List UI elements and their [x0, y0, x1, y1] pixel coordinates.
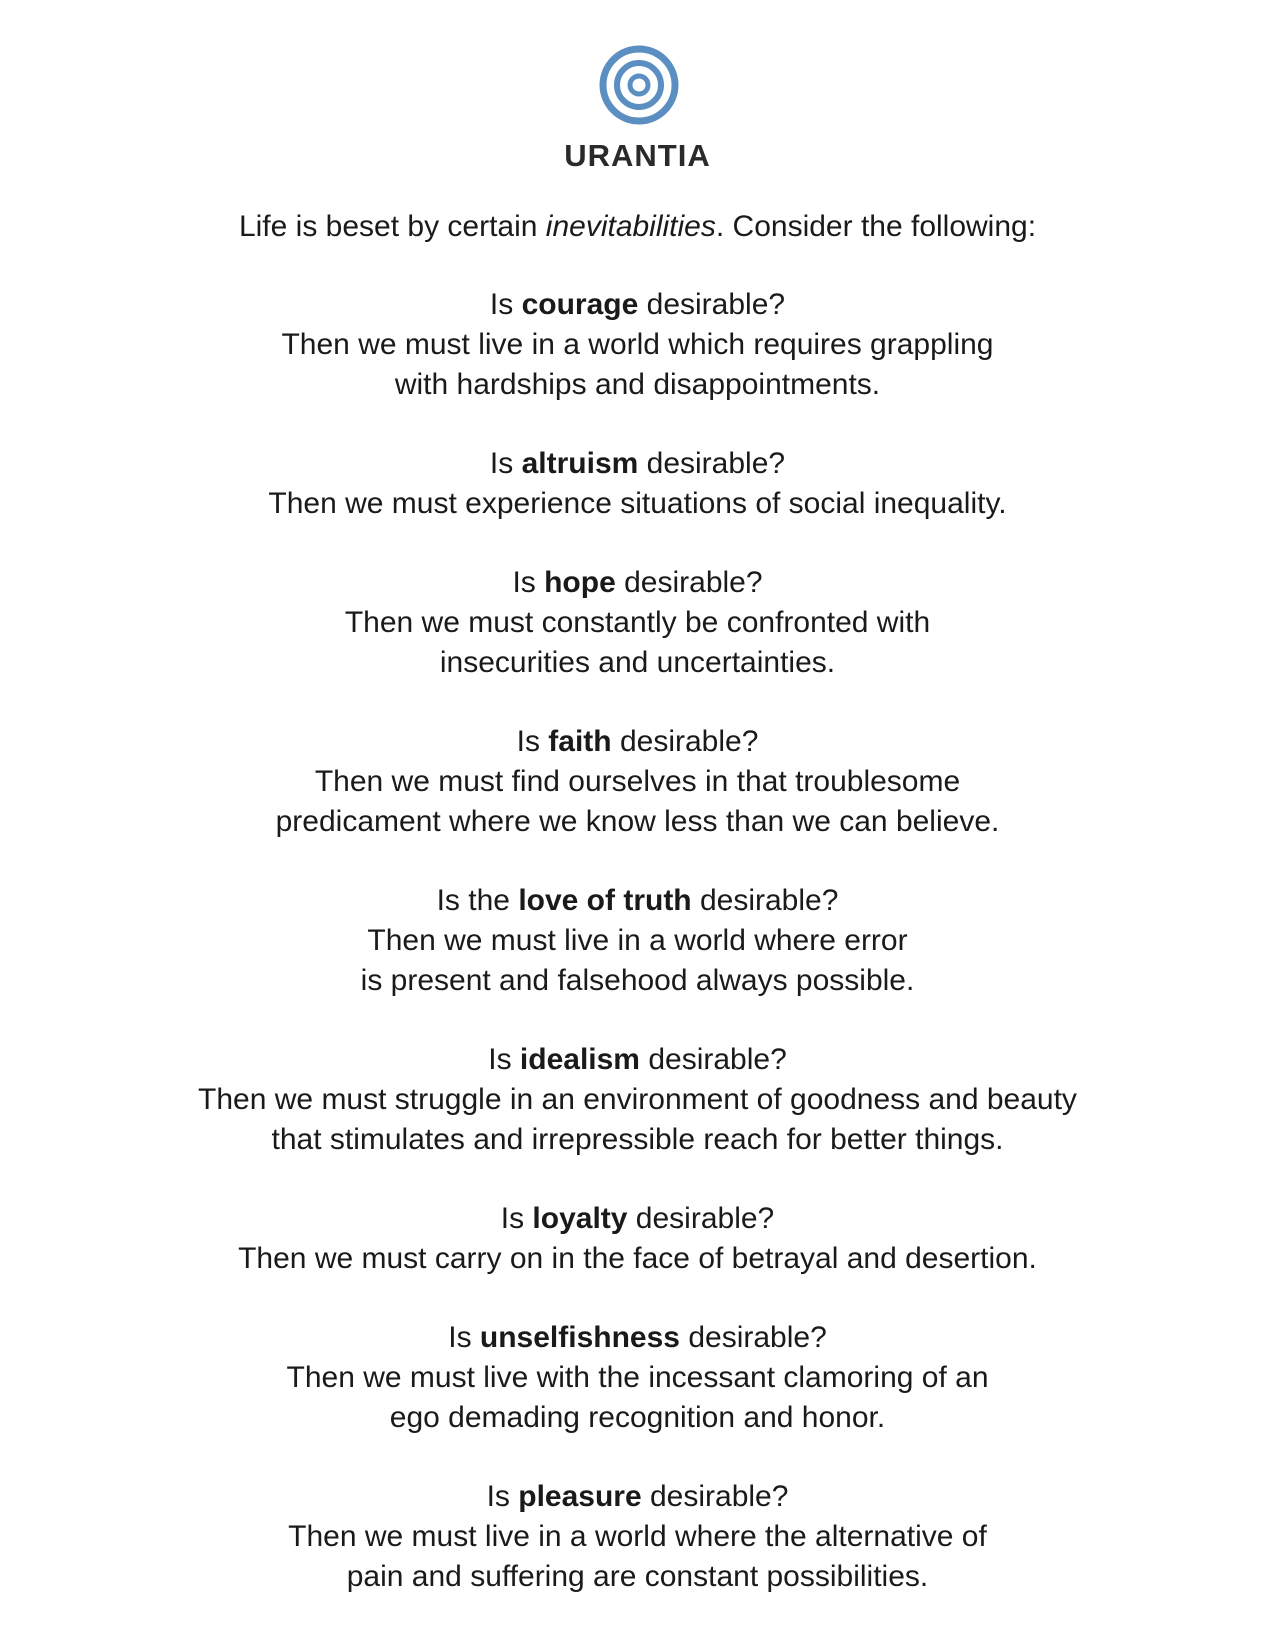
- verse-question: [0, 563, 1275, 603]
- verse-line: Then we must live with the incessant clamoring of an: [286, 1361, 989, 1394]
- verse-faith: [0, 722, 1275, 842]
- question-suffix: desirable?: [638, 447, 786, 480]
- verse-question: [0, 1040, 1275, 1080]
- intro-emphasis: inevitabilities: [545, 210, 716, 243]
- verse-line: pain and suffering are constant possibilities.: [346, 1560, 929, 1593]
- verse-question: [0, 1318, 1275, 1358]
- verse-line: Then we must struggle in an environment of goodness and beauty: [198, 1083, 1077, 1116]
- verse-idealism: [0, 1040, 1275, 1160]
- question-prefix: Is: [489, 288, 522, 321]
- verse-line: Then we must experience situations of social inequality.: [268, 487, 1007, 520]
- verse-hope: [0, 563, 1275, 683]
- concentric-circles-icon: [597, 43, 681, 127]
- question-suffix: desirable?: [679, 1321, 827, 1354]
- verse-line: Then we must live in a world where error: [367, 924, 908, 957]
- verse-line: predicament where we know less than we can believe.: [275, 805, 1000, 838]
- question-prefix: Is the: [436, 884, 519, 917]
- verse-unselfishness: [0, 1318, 1275, 1438]
- question-suffix: desirable?: [639, 1043, 787, 1076]
- verse-question: [0, 881, 1275, 921]
- question-suffix: desirable?: [638, 288, 786, 321]
- verse-question: [0, 444, 1275, 484]
- verse-question: [0, 1199, 1275, 1239]
- verse-line: Then we must live in a world which requires grappling: [281, 328, 994, 361]
- verse-question: [0, 1477, 1275, 1517]
- question-suffix: desirable?: [641, 1480, 789, 1513]
- question-term: hope: [544, 566, 616, 599]
- verse-line: Then we must find ourselves in that troublesome: [314, 765, 961, 798]
- question-prefix: Is: [512, 566, 545, 599]
- question-term: pleasure: [518, 1480, 642, 1513]
- verse-love-of-truth: [0, 881, 1275, 1001]
- verse-line: Then we must live in a world where the alternative of: [288, 1520, 987, 1553]
- verse-courage: [0, 285, 1275, 405]
- question-term: loyalty: [532, 1202, 628, 1235]
- verse-altruism: [0, 444, 1275, 524]
- question-term: unselfishness: [479, 1321, 680, 1354]
- question-suffix: desirable?: [611, 725, 759, 758]
- question-term: courage: [521, 288, 639, 321]
- question-prefix: Is: [488, 1043, 520, 1076]
- question-suffix: desirable?: [627, 1202, 775, 1235]
- question-term: altruism: [521, 447, 639, 480]
- question-prefix: Is: [486, 1480, 519, 1513]
- verse-question: [0, 285, 1275, 325]
- question-prefix: Is: [516, 725, 549, 758]
- verse-loyalty: [0, 1199, 1275, 1279]
- question-suffix: desirable?: [615, 566, 763, 599]
- question-prefix: Is: [448, 1321, 480, 1354]
- verse-pleasure: [0, 1477, 1275, 1597]
- verse-line: is present and falsehood always possible.: [360, 964, 915, 997]
- intro-text-before: Life is beset by certain: [238, 210, 546, 243]
- intro-text-after: . Consider the following:: [715, 210, 1037, 243]
- question-term: faith: [548, 725, 612, 758]
- verse-line: Then we must constantly be confronted with: [344, 606, 931, 639]
- question-term: idealism: [519, 1043, 640, 1076]
- verse-line: insecurities and uncertainties.: [439, 646, 836, 679]
- verse-line: that stimulates and irrepressible reach for better things.: [271, 1123, 1004, 1156]
- verse-line: Then we must carry on in the face of betrayal and desertion.: [238, 1242, 1037, 1275]
- intro-sentence: [0, 207, 1275, 247]
- verse-line: ego demading recognition and honor.: [389, 1401, 886, 1434]
- verse-line: with hardships and disappointments.: [394, 368, 881, 401]
- question-prefix: Is: [500, 1202, 533, 1235]
- verse-question: [0, 722, 1275, 762]
- brand-title: URANTIA: [564, 138, 711, 173]
- question-term: love of truth: [518, 884, 692, 917]
- question-prefix: Is: [489, 447, 522, 480]
- question-suffix: desirable?: [691, 884, 839, 917]
